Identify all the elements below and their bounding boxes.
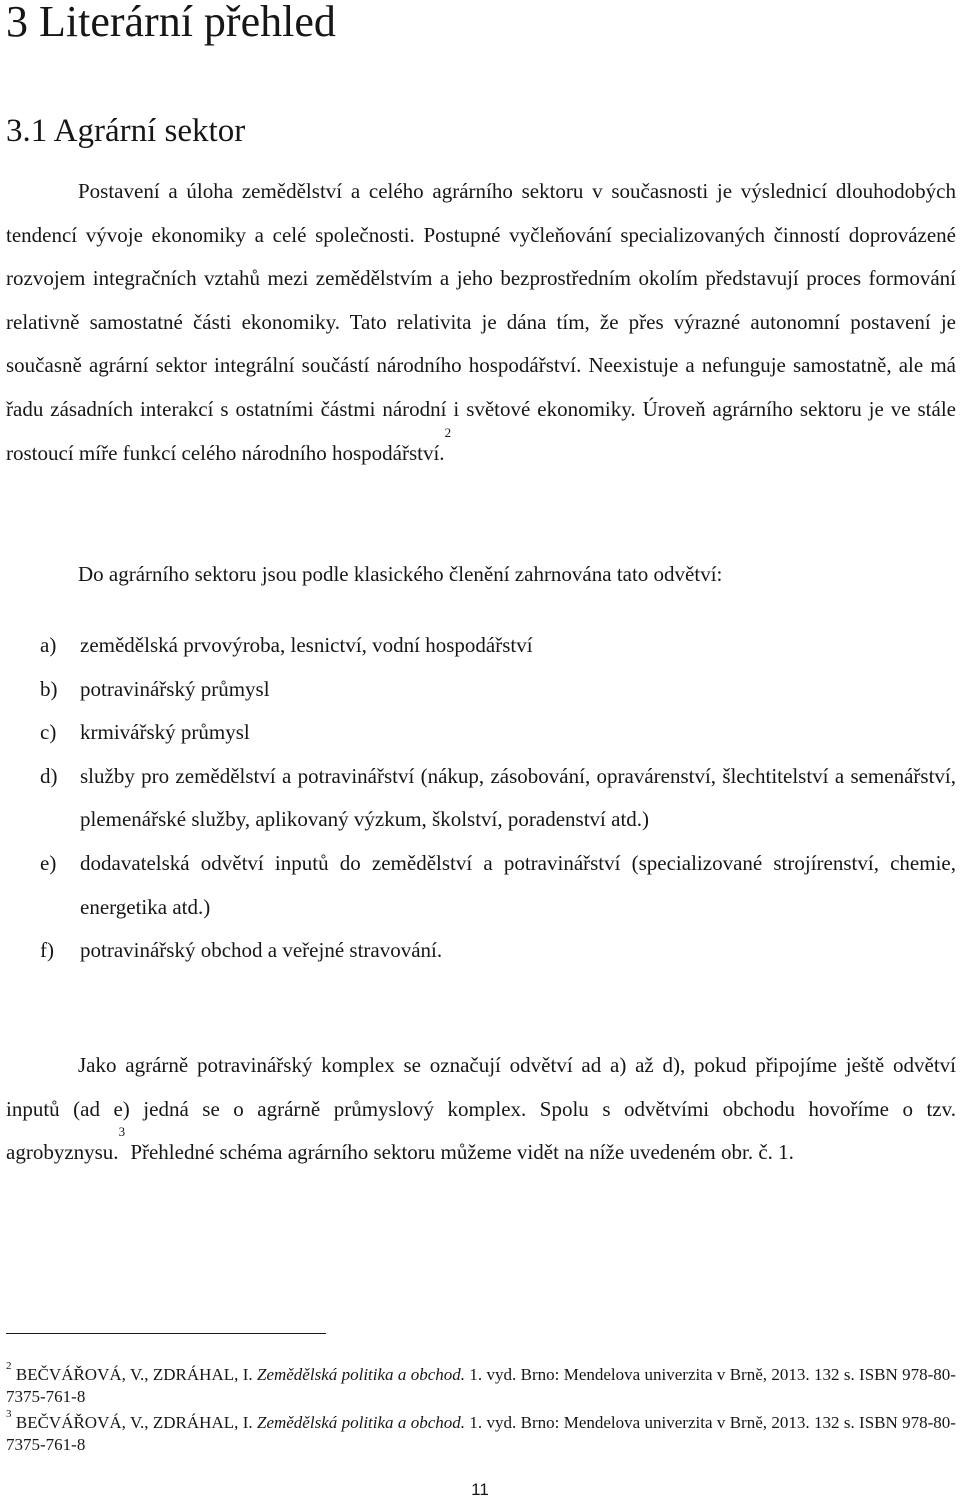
footnote-separator bbox=[6, 1333, 326, 1334]
list-item bbox=[40, 929, 956, 973]
list-item bbox=[40, 668, 956, 712]
list-marker: b) bbox=[40, 676, 58, 701]
footnote-authors: BEČVÁŘOVÁ, V., ZDRÁHAL, I. bbox=[11, 1365, 257, 1384]
footnote-publication: 1. vyd. Brno: Mendelova univerzita v Brně, 2013. 132 s. ISBN 978-80-7375-761-8 bbox=[6, 1365, 956, 1406]
footnote-number: 2 bbox=[6, 1360, 12, 1372]
paragraph-sectors-intro-text: Do agrárního sektoru jsou podle klasického členění zahrnována tato odvětví: bbox=[78, 562, 723, 586]
chapter-heading: 3 Literární přehled bbox=[6, 0, 336, 46]
footnote-ref-3[interactable]: 3 bbox=[118, 1124, 126, 1140]
footnote-ref-2[interactable]: 2 bbox=[444, 424, 452, 440]
list-item-text: potravinářský průmysl bbox=[80, 676, 270, 701]
footnote-2 bbox=[6, 1360, 956, 1408]
list-item bbox=[40, 755, 956, 842]
footnote-number: 3 bbox=[6, 1408, 12, 1420]
paragraph-intro-text: Postavení a úloha zemědělství a celého agrárního sektoru v současnosti je výslednicí dlouhodobých tendencí vývoje ekonomiky a celé společnosti. Postupné vyčleňování specializovaných činností doprovázené rozvojem integračních vztahů mezi zemědělstvím a jeho bezprostředním okolím představují proces formování relativně samostatné části ekonomiky. Tato relativita je dána tím, že přes výrazné autonomní postavení je současně agrární sektor integrální součástí národního hospodářství. Neexistuje a nefunguje samostatně, ale má řadu zásadních interakcí s ostatními částmi národní i světové ekonomiky. Úroveň agrárního sektoru je ve stále rostoucí míře funkcí celého národního hospodářství. bbox=[6, 179, 956, 465]
list-item-text: dodavatelská odvětví inputů do zemědělství a potravinářství (specializované strojírenství, chemie, energetika atd.) bbox=[80, 850, 956, 919]
paragraph-sectors-intro bbox=[6, 553, 956, 597]
footnote-title: Zemědělská politika a obchod. bbox=[256, 1413, 466, 1432]
paragraph-intro bbox=[6, 170, 956, 475]
list-item-text: zemědělská prvovýroba, lesnictví, vodní hospodářství bbox=[80, 633, 533, 657]
footnote-3 bbox=[6, 1408, 956, 1456]
list-marker: d) bbox=[40, 763, 58, 788]
list-item-text: služby pro zemědělství a potravinářství (nákup, zásobování, opravárenství, šlechtitelství a semenářství, plemenářské služby, aplikovaný výzkum, školství, poradenství atd.) bbox=[80, 763, 956, 832]
list-marker: a) bbox=[40, 633, 57, 657]
list-marker: e) bbox=[40, 850, 57, 875]
list-item bbox=[40, 624, 956, 668]
footnote-publication: 1. vyd. Brno: Mendelova univerzita v Brně, 2013. 132 s. ISBN 978-80-7375-761-8 bbox=[6, 1413, 956, 1454]
list-item-text: potravinářský obchod a veřejné stravování. bbox=[80, 938, 443, 963]
paragraph-agrobusiness-text-a: Jako agrárně potravinářský komplex se označují odvětví ad a) až d), pokud připojíme ještě odvětví inputů (ad e) jedná se o agrárně průmyslový komplex. Spolu s odvětvími obchodu hovoříme o tzv. agrobyznysu. bbox=[6, 1053, 956, 1165]
footnote-authors: BEČVÁŘOVÁ, V., ZDRÁHAL, I. bbox=[11, 1413, 257, 1432]
list-marker: c) bbox=[40, 720, 57, 745]
list-item bbox=[40, 711, 956, 755]
list-item-text: krmivářský průmysl bbox=[80, 720, 250, 745]
list-item bbox=[40, 842, 956, 929]
list-marker: f) bbox=[40, 938, 54, 963]
sector-list bbox=[40, 624, 956, 973]
paragraph-agrobusiness-text-b: Přehledné schéma agrárního sektoru můžeme vidět na níže uvedeném obr. č. 1. bbox=[125, 1140, 794, 1165]
page-number: 11 bbox=[471, 1480, 489, 1499]
section-heading: 3.1 Agrární sektor bbox=[6, 113, 246, 149]
paragraph-agrobusiness bbox=[6, 1044, 956, 1175]
footnote-title: Zemědělská politika a obchod. bbox=[256, 1365, 466, 1384]
